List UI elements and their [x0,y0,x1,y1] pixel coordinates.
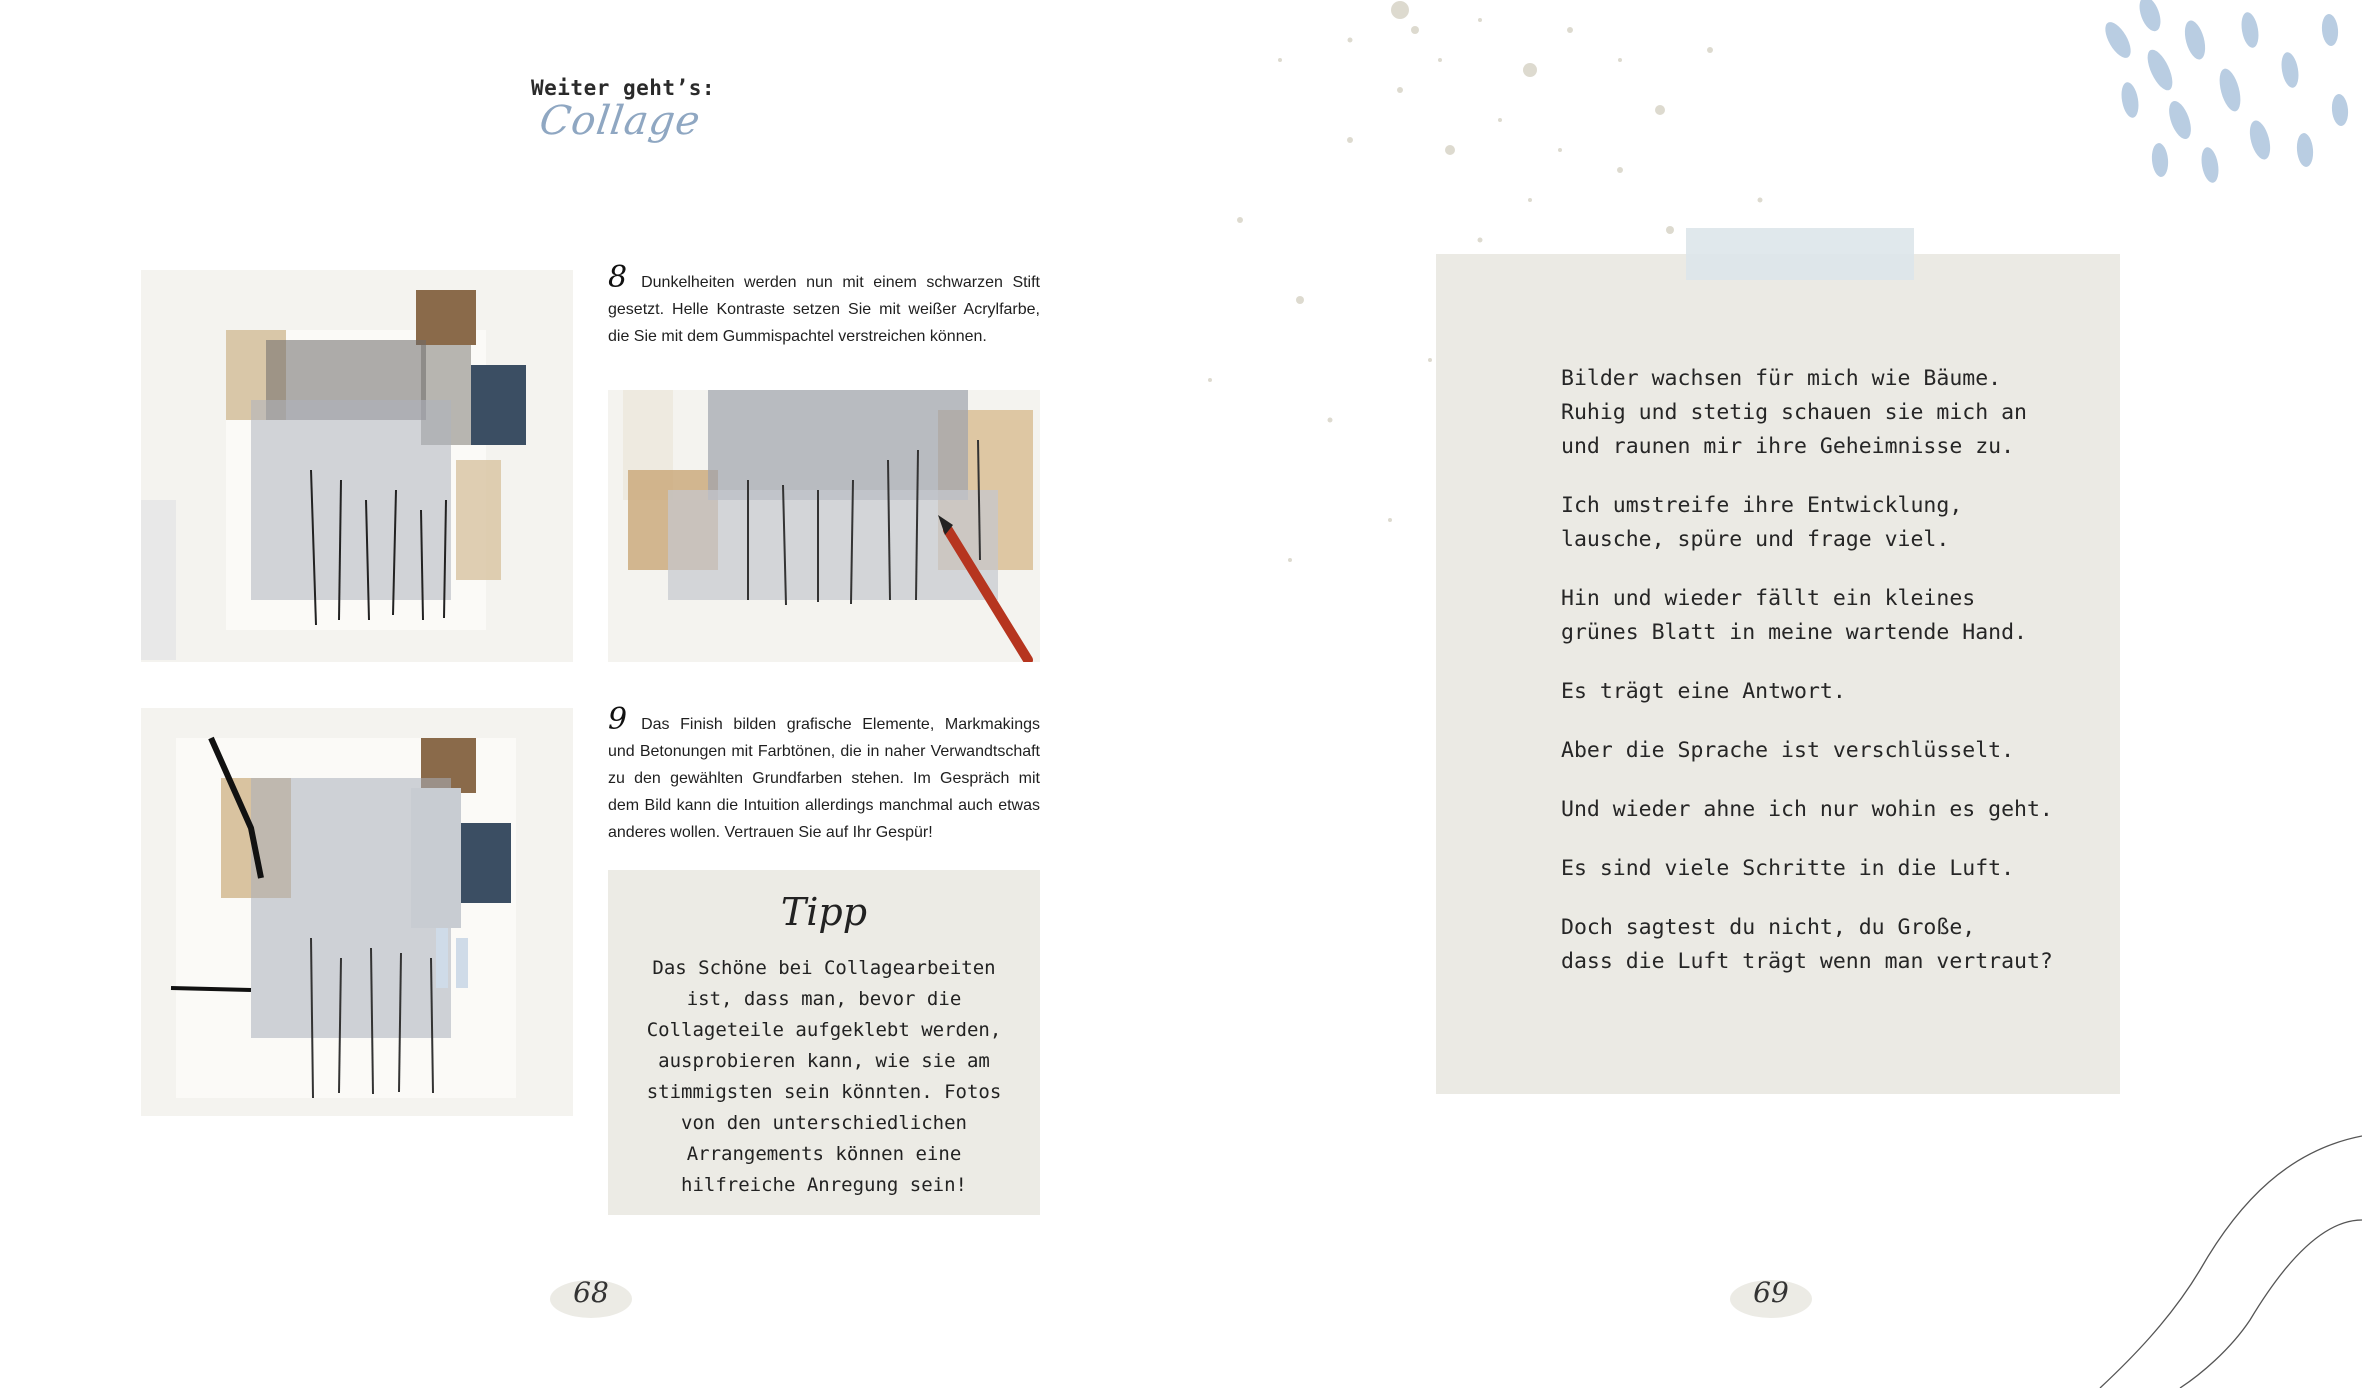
tip-body: Das Schöne bei Collagearbeiten ist, dass man, bevor die Collageteile aufgeklebt werden, ausprobieren kann, wie sie am stimmigsten sein könnten. Fotos von den unterschiedlichen Arrangements können eine hilfreiche Anregung sein! [646,957,1002,1196]
poem-stanza [1561,582,2081,650]
step-9-description: Das Finish bilden grafische Elemente, Markmakings und Betonungen mit Farbtönen, die in naher Verwandtschaft zu den gewählten Grundfarben stehen. Im Gespräch mit dem Bild kann die Intuition allerdings manchmal auch etwas anderes wollen. Vertrauen Sie auf Ihr Gespür! [608,716,1040,841]
collage-photo-step-9 [141,708,573,1116]
poem-line: Aber die Sprache ist verschlüsselt. [1561,738,2015,763]
collage-photo-step-7 [141,270,573,662]
step-8-text-block [608,260,1040,350]
poem-stanza [1561,852,2081,886]
poem-stanza [1561,911,2081,979]
poem-line: grünes Blatt in meine wartende Hand. [1561,620,2027,645]
step-9-text-block [608,702,1040,846]
leaf-pattern-decoration [2100,0,2362,190]
poem-line: Doch sagtest du nicht, du Große, [1561,915,1976,940]
poem-stanza [1561,489,2081,557]
section-kicker: Weiter geht’s: [531,76,716,100]
poem-stanza [1561,793,2081,827]
line-art-decoration [2090,1120,2362,1388]
poem-stanza [1561,734,2081,768]
poem-text [1561,362,2081,1004]
poem-line: dass die Luft trägt wenn man vertraut? [1561,949,2053,974]
section-title: Collage [536,98,704,144]
poem-stanza [1561,675,2081,709]
poem-line: Bilder wachsen für mich wie Bäume. [1561,366,2002,391]
poem-line: Hin und wieder fällt ein kleines [1561,586,1976,611]
collage-photo-step-8 [608,390,1040,662]
tape-strip [1686,228,1914,280]
poem-line: und raunen mir ihre Geheimnisse zu. [1561,434,2015,459]
poem-line: lausche, spüre und frage viel. [1561,527,1950,552]
page-number-left: 68 [573,1276,609,1309]
tip-title: Tipp [780,890,868,934]
poem-stanza [1561,362,2081,464]
tip-card [608,870,1040,1215]
step-9-number: 9 [608,702,628,737]
poem-line: Es sind viele Schritte in die Luft. [1561,856,2015,881]
poem-line: Es trägt eine Antwort. [1561,679,1846,704]
step-8-number: 8 [608,260,628,295]
step-8-description: Dunkelheiten werden nun mit einem schwarzen Stift gesetzt. Helle Kontraste setzen Sie mit weißer Acrylfarbe, die Sie mit dem Gummispachtel verstreichen können. [608,274,1040,345]
page-number-right: 69 [1753,1276,1789,1309]
poem-line: Ich umstreife ihre Entwicklung, [1561,493,1963,518]
poem-line: Und wieder ahne ich nur wohin es geht. [1561,797,2053,822]
poem-line: Ruhig und stetig schauen sie mich an [1561,400,2027,425]
